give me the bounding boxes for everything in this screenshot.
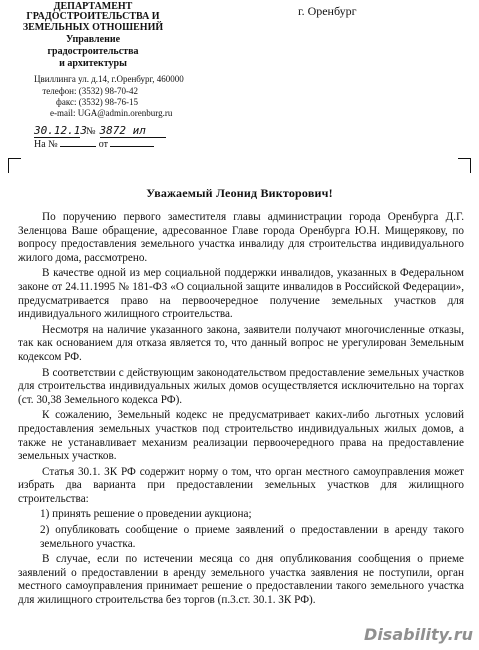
- list-item-1: 1) принять решение о проведении аукциона;: [40, 508, 252, 521]
- office-line-3: и архитектуры: [59, 58, 127, 69]
- office-email: e-mail: UGA@admin.orenburg.ru: [50, 108, 173, 118]
- registration-stamp: [34, 121, 174, 139]
- address-corner-right: [458, 158, 471, 173]
- number-stamp: 3872 ил: [100, 124, 166, 138]
- reference-line: [34, 139, 184, 150]
- paragraph-final: В случае, если по истечении месяца со дня опубликования сообщения о приеме заявлений о предоставлении в аренду земельного участка заявления не поступили, орган местного самоуправления принимает решение о предоставлении такого земельного участка для жилищного строительства без торгов (п.3.ст. 30.1. ЗК РФ).: [18, 553, 464, 607]
- office-fax: факс: (3532) 98-76-15: [56, 97, 138, 107]
- paragraph-6: Статья 30.1. ЗК РФ содержит норму о том, что орган местного самоуправления может избрать два варианта при предоставлении земельных участков для жилищного строительства:: [18, 465, 464, 505]
- address-corner-left: [8, 158, 21, 173]
- salutation: Уважаемый Леонид Викторович!: [146, 186, 333, 200]
- reference-from-label: от: [98, 139, 108, 150]
- watermark-logo: Disability.ru: [364, 625, 473, 644]
- paragraph-1: По поручению первого заместителя главы администрации города Оренбурга Д.Г. Зеленцова Ваше обращение, адресованное Главе города Оренбурга Ю.Н. Мищерякову, по вопросу предоставления земельного участка инвалиду для строительства индивидуального жилого дома, рассмотрено.: [18, 211, 464, 264]
- list-item-2: 2) опубликовать сообщение о приеме заявлений о предоставлении в аренду такого земельного участка.: [40, 524, 464, 550]
- office-line-1: Управление: [65, 34, 121, 45]
- office-phone: телефон: (3532) 98-70-42: [42, 86, 138, 96]
- office-line-2: градостроительства: [47, 46, 139, 57]
- reference-label: На №: [34, 139, 58, 150]
- number-prefix: №: [86, 126, 96, 137]
- office-address: Цвиллинга ул. д.14, г.Оренбург, 460000: [34, 74, 184, 84]
- paragraph-4: В соответствии с действующим законодательством предоставление земельных участков для строительства индивидуальных жилых домов осуществляется исключительно на торгах (ст. 30,38 Земельного кодекса РФ).: [18, 366, 464, 406]
- paragraph-3: Несмотря на наличие указанного закона, заявители получают многочисленные отказы, так как основанием для отказа является то, что данный вопрос не урегулирован Земельным кодексом РФ.: [18, 323, 464, 363]
- paragraph-5: К сожалению, Земельный кодекс не предусматривает каких-либо льготных условий предоставления земельных участков под строительство индивидуальных жилых домов, а также не устанавливает механизм реализации первоочередного права на предоставление земельных участков.: [18, 409, 464, 463]
- date-stamp: 30.12.13: [34, 124, 87, 137]
- reference-date-blank: [110, 146, 154, 147]
- department-line-1: ДЕПАРТАМЕНТ: [53, 1, 133, 12]
- department-line-2: ГРАДОСТРОИТЕЛЬСТВА И: [26, 11, 160, 22]
- department-line-3: ЗЕМЕЛЬНЫХ ОТНОШЕНИЙ: [22, 22, 164, 33]
- city-name: г. Оренбург: [298, 4, 357, 18]
- reference-number-blank: [60, 146, 96, 147]
- letter-body: [18, 211, 464, 610]
- paragraph-2: В качестве одной из мер социальной поддержки инвалидов, указанных в Федеральном законе от 24.11.1995 № 181-ФЗ «О социальной защите инвалидов в Российской Федерации», предусматривается право на первоочередное получение земельных участков для индивидуального жилищного строительства.: [18, 267, 464, 321]
